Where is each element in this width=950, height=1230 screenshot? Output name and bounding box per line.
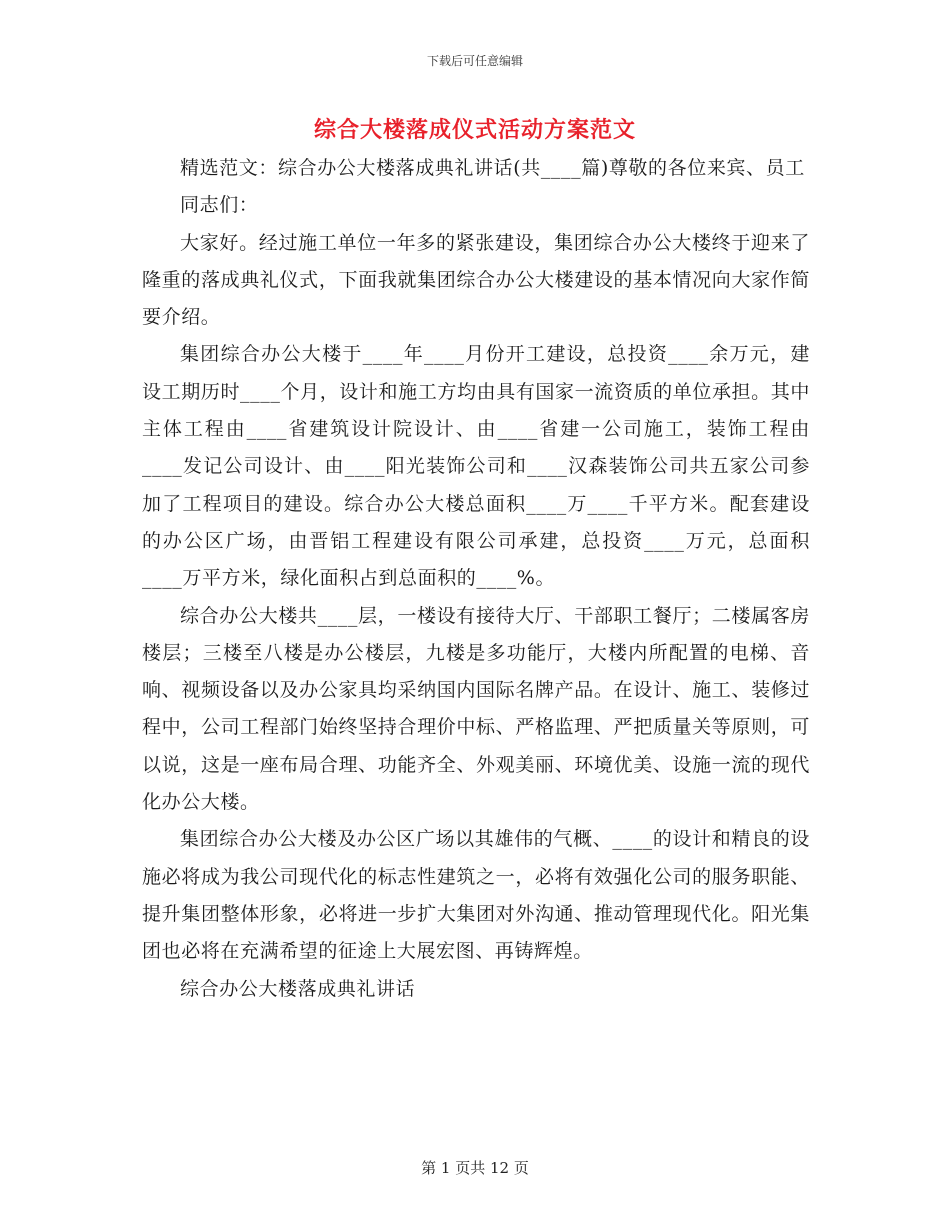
paragraph-section-heading: 综合办公大楼落成典礼讲话 [180, 977, 416, 1000]
paragraph-conclusion: 集团综合办公大楼及办公区广场以其雄伟的气概、____的设计和精良的设施必将成为我公司现代化的标志性建筑之一，必将有效强化公司的服务职能、提升集团整体形象，必将进一步扩大集团对外沟通、推动管理现代化。阳光集团也必将在充满希望的征途上大展宏图、再铸辉煌。 [142, 828, 810, 963]
paragraph-greeting: 大家好。经过施工单位一年多的紧张建设，集团综合办公大楼终于迎来了隆重的落成典礼仪式，下面我就集团综合办公大楼建设的基本情况向大家作简要介绍。 [142, 231, 810, 329]
paragraph-building-layout: 综合办公大楼共____层，一楼设有接待大厅、干部职工餐厅；二楼属客房楼层；三楼至八楼是办公楼层，九楼是多功能厅，大楼内所配置的电梯、音响、视频设备以及办公家具均采纳国内国际名牌产品。在设计、施工、装修过程中，公司工程部门始终坚持合理价中标、严格监理、严把质量关等原则，可以说，这是一座布局合理、功能齐全、外观美丽、环境优美、设施一流的现代化办公大楼。 [142, 604, 810, 814]
paragraph-construction-details: 集团综合办公大楼于____年____月份开工建设，总投资____余万元，建设工期历时____个月，设计和施工方均由具有国家一流资质的单位承担。其中主体工程由____省建筑设计院设计、由____省建一公司施工，装饰工程由____发记公司设计、由____阳光装饰公司和____汉森装饰公司共五家公司参加了工程项目的建设。综合办公大楼总面积____万____千平方米。配套建设的办公区广场，由晋铝工程建设有限公司承建，总投资____万元，总面积____万平方米，绿化面积占到总面积的____%。 [142, 343, 810, 590]
page-header-note: 下载后可任意编辑 [426, 54, 523, 68]
document-title: 综合大楼落成仪式活动方案范文 [313, 117, 636, 143]
paragraph-salutation: 同志们： [180, 194, 259, 217]
paragraph-intro: 精选范文：综合办公大楼落成典礼讲话(共____篇)尊敬的各位来宾、员工 [180, 157, 805, 179]
page-number-footer: 第 1 页共 12 页 [421, 1159, 529, 1177]
document-body [142, 150, 810, 1008]
